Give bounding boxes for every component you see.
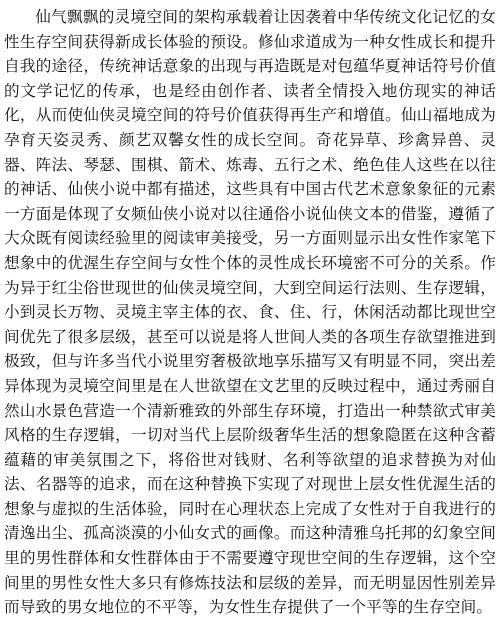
body-paragraph: 仙气飘飘的灵境空间的架构承载着让因袭着中华传统文化记忆的女性生存空间获得新成长体验的预设。修仙求道成为一种女性成长和提升自我的途径，传统神话意象的出现与再造既是对包蕴华夏神话符号价值的文学记忆的传承，也是经由创作者、读者全情投入地仿现实的神话化，从而使仙侠灵境空间的符号价值获得再生产和增值。仙山福地成为孕育天姿灵秀、颜艺双馨女性的成长空间。奇花异草、珍禽异兽、灵器、阵法、琴瑟、围棋、箭术、炼毒、五行之术、绝色佳人这些在以往的神话、仙侠小说中都有描述，这些具有中国古代艺术意象象征的元素一方面是体现了女频仙侠小说对以往通俗小说仙侠文本的借鉴，遵循了大众既有阅读经验里的阅读审美接受，另一方面则显示出女性作家笔下想象中的优渥生存空间与女性个体的灵性成长环境密不可分的关系。作为异于红尘俗世现世的仙侠灵境空间，大到空间运行法则、生存逻辑，小到灵长万物、灵境主宰主体的衣、食、住、行，休闲活动都比现世空间优先了很多层级，甚至可以说是将人世间人类的各项生存欲望推进到极致，但与许多当代小说里穷奢极欲地享乐描写又有明显不同，突出差异体现为灵境空间里是在人世欲望在文艺里的反映过程中，通过秀丽自然山水景色营造一个清新雅致的外部生存环境，打造出一种禁欲式审美风格的生存逻辑，一切对当代上层阶级奢华生活的想象隐匿在这种含蓄蕴藉的审美氛围之下，将俗世对钱财、名利等欲望的追求替换为对仙法、名器等的追求，而在这种替换下实现了对现世上层女性优渥生活的想象与虚拟的生活体验，同时在心理状态上完成了女性对于自我进行的清逸出尘、孤高淡漠的小仙女式的画像。而这种清雅乌托邦的幻象空间里的男性群体和女性群体由于不需要遵守现世空间的生存逻辑，这个空间里的男性女性大多只有修炼技法和层级的差异，而无明显因性别差异而导致的男女地位的不平等，为女性生存提供了一个平等的生存空间。 bbox=[4, 8, 496, 617]
